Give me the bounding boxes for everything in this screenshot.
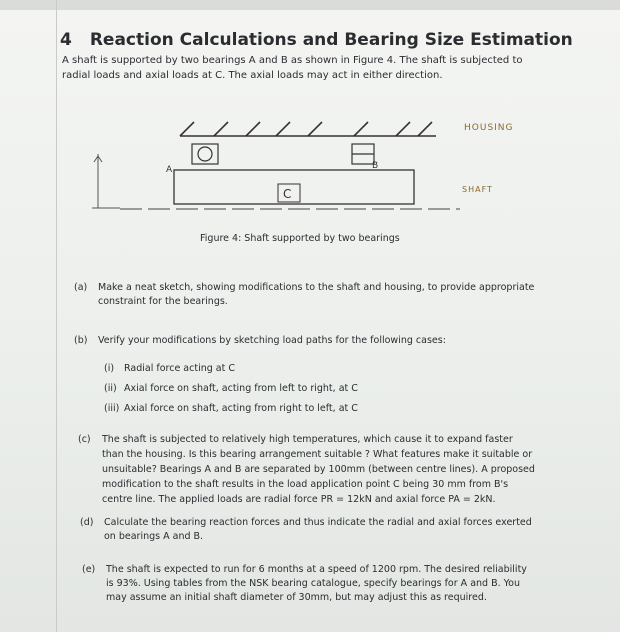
item-1-text: Radial force acting at C bbox=[124, 363, 235, 374]
intro-paragraph: A shaft is supported by two bearings A and B as shown in Figure 4. The shaft is subjected to radial loads and axial loads at C. The axial loads may act in either direction. bbox=[62, 55, 523, 81]
part-b bbox=[74, 334, 554, 348]
part-c-line-5: centre line. The applied loads are radial force PR = 12kN and axial force PA = 2kN. bbox=[102, 494, 496, 505]
part-c bbox=[78, 432, 556, 507]
part-a-label: (a) bbox=[74, 282, 88, 293]
part-b-item-2 bbox=[104, 383, 358, 394]
load-axis bbox=[92, 154, 120, 208]
part-c-line-2: than the housing. Is this bearing arrangement suitable ? What features make it suitable or bbox=[102, 449, 533, 460]
part-a-line-1: Make a neat sketch, showing modifications to the shaft and housing, to provide appropriate bbox=[98, 282, 535, 293]
point-c-label: C bbox=[283, 187, 292, 201]
section-title: Reaction Calculations and Bearing Size Estimation bbox=[89, 30, 573, 50]
part-a bbox=[74, 281, 554, 309]
part-e-line-1: The shaft is expected to run for 6 months at a speed of 1200 rpm. The desired reliability bbox=[106, 564, 527, 575]
housing-hatching bbox=[180, 122, 432, 136]
part-e bbox=[82, 563, 560, 605]
part-e-label: (e) bbox=[82, 564, 96, 575]
part-d-label: (d) bbox=[80, 517, 94, 528]
bearing-a-label: A bbox=[166, 165, 173, 175]
shaft-label: SHAFT bbox=[462, 185, 493, 194]
section-heading bbox=[60, 30, 573, 50]
part-e-line-3: may assume an initial shaft diameter of 30mm, but may adjust this as required. bbox=[106, 592, 487, 603]
bearing-b-label: B bbox=[372, 161, 379, 171]
bearing-a bbox=[192, 144, 218, 164]
part-b-item-3 bbox=[104, 403, 358, 414]
housing-label: HOUSING bbox=[464, 123, 514, 133]
margin-rule bbox=[56, 0, 57, 632]
part-e-line-2: is 93%. Using tables from the NSK bearing catalogue, specify bearings for A and B. You bbox=[106, 578, 521, 589]
section-number: 4 bbox=[60, 30, 72, 50]
part-c-line-4: modification to the shaft results in the load application point C being 30 mm from B's bbox=[102, 479, 509, 490]
part-b-text: Verify your modifications by sketching load paths for the following cases: bbox=[98, 335, 446, 346]
figure-caption: Figure 4: Shaft supported by two bearings bbox=[200, 233, 400, 244]
part-d-line-2: on bearings A and B. bbox=[104, 531, 204, 542]
part-c-line-1: The shaft is subjected to relatively high temperatures, which cause it to expand faster bbox=[102, 434, 513, 445]
item-1-label: (i) bbox=[104, 363, 115, 374]
top-edge bbox=[0, 0, 620, 10]
part-a-line-2: constraint for the bearings. bbox=[98, 296, 228, 307]
item-2-label: (ii) bbox=[104, 383, 117, 394]
item-3-label: (iii) bbox=[104, 403, 120, 414]
part-b-label: (b) bbox=[74, 335, 88, 346]
shaft-figure bbox=[80, 112, 550, 222]
item-2-text: Axial force on shaft, acting from left to right, at C bbox=[124, 383, 358, 394]
bearing-b bbox=[352, 144, 374, 164]
item-3-text: Axial force on shaft, acting from right to left, at C bbox=[124, 403, 358, 414]
part-d bbox=[80, 516, 558, 544]
part-b-item-1 bbox=[104, 363, 235, 374]
part-c-label: (c) bbox=[78, 434, 91, 445]
part-d-line-1: Calculate the bearing reaction forces and thus indicate the radial and axial forces exerted bbox=[104, 517, 532, 528]
part-c-line-3: unsuitable? Bearings A and B are separated by 100mm (between centre lines). A proposed bbox=[102, 464, 535, 475]
